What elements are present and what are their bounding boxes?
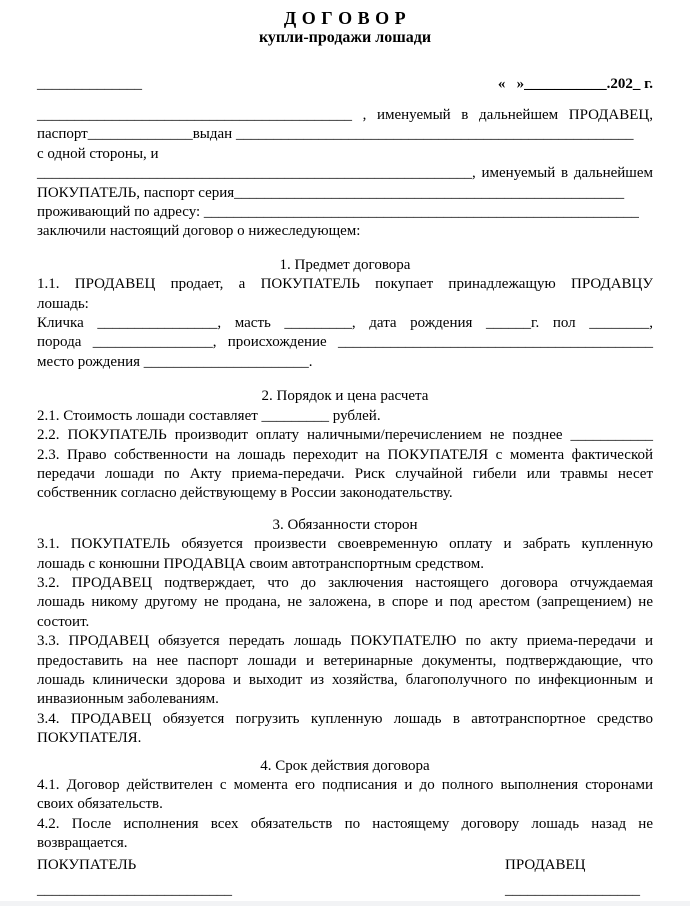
document-subtitle: купли-продажи лошади <box>258 29 432 46</box>
doc-line: своих обязательств. <box>37 796 163 813</box>
doc-line: 4.2. После исполнения всех обязательств по настоящему договору лошадь назад не <box>37 815 653 832</box>
doc-line: лошадь клинически здорова и выходит из хозяйства, благополучного по инфекционным и <box>37 671 653 688</box>
section-heading: 3. Обязанности сторон <box>272 516 418 533</box>
doc-line: заключили настоящий договор о нижеследующем: <box>37 223 361 240</box>
signature-lines-row <box>37 881 653 900</box>
doc-line: место рождения ______________________. <box>37 353 313 370</box>
doc-line: ПОКУПАТЕЛЯ. <box>37 730 142 747</box>
doc-line: передачи лошади по Акту приема-передачи. Риск случайной гибели или травмы несет <box>37 465 653 482</box>
seller-signature-line: __________________ <box>505 882 640 899</box>
place-blank-line: ______________ <box>37 76 142 92</box>
doc-line: 3.1. ПОКУПАТЕЛЬ обязуется произвести своевременную оплату и забрать купленную <box>37 536 653 553</box>
place-date-row <box>37 74 653 94</box>
spacer <box>37 749 653 757</box>
doc-line: состоит. <box>37 613 90 630</box>
signature-labels-row <box>37 856 653 875</box>
doc-line: лошадь никому другому не продана, не заложена, в споре и под арестом (запрещением) не <box>37 594 653 611</box>
spacer <box>37 504 653 516</box>
seller-label: ПРОДАВЕЦ <box>505 856 586 873</box>
doc-line: __________________________________________________________, именуемый в дальнейшем <box>37 165 653 182</box>
doc-line: 4.1. Договор действителен с момента его подписания и до полного выполнения сторонами <box>37 777 653 793</box>
buyer-label: ПОКУПАТЕЛЬ <box>37 856 137 873</box>
doc-line: возвращается. <box>37 835 128 852</box>
document-title: Д О Г О В О Р <box>283 8 407 28</box>
spacer <box>37 372 653 387</box>
doc-line: с одной стороны, и <box>37 145 159 162</box>
section-heading: 4. Срок действия договора <box>260 757 430 774</box>
doc-line: 2.3. Право собственности на лошадь переходит на ПОКУПАТЕЛЯ с момента фактической <box>37 446 653 463</box>
doc-line: Кличка ________________, масть _________, дата рождения ______г. пол ________, <box>37 315 653 332</box>
document-body <box>37 106 653 854</box>
doc-line: ПОКУПАТЕЛЬ, паспорт серия____________________________________________________ <box>37 184 625 201</box>
date-line: « »___________.202_ г. <box>497 76 653 92</box>
doc-line: собственник согласно действующему в России законодательству. <box>37 485 453 502</box>
bottom-strip <box>0 901 690 906</box>
section-heading: 1. Предмет договора <box>279 256 411 273</box>
doc-line: 2.2. ПОКУПАТЕЛЬ производит оплату наличными/перечислением не позднее ___________ <box>37 427 653 444</box>
doc-line: порода ________________, происхождение __________________________________________ <box>37 334 653 351</box>
doc-line: 3.4. ПРОДАВЕЦ обязуется погрузить купленную лошадь в автотранспортное средство <box>37 710 653 727</box>
section-heading: 2. Порядок и цена расчета <box>261 388 429 405</box>
doc-line: 3.2. ПРОДАВЕЦ подтверждает, что до заключения настоящего договора отчуждаемая <box>37 574 653 591</box>
doc-line: 1.1. ПРОДАВЕЦ продает, а ПОКУПАТЕЛЬ покупает принадлежащую ПРОДАВЦУ <box>37 276 653 293</box>
doc-line: паспорт______________выдан _____________________________________________________ <box>37 126 634 143</box>
doc-line: лошадь: <box>37 295 89 312</box>
buyer-signature-line: __________________________ <box>37 882 232 899</box>
doc-line: проживающий по адресу: __________________________________________________________ <box>37 204 639 221</box>
doc-line: 2.1. Стоимость лошади составляет _________ рублей. <box>37 407 381 424</box>
doc-line: предоставить на нее паспорт лошади и ветеринарные документы, подтверждающие, что <box>37 652 653 669</box>
doc-line: 3.3. ПРОДАВЕЦ обязуется передать лошадь ПОКУПАТЕЛЮ по акту приема-передачи и <box>37 633 653 650</box>
spacer <box>37 242 653 256</box>
doc-line: лошадь с конюшни ПРОДАВЦА своим автотранспортным средством. <box>37 555 485 572</box>
doc-line: инвазионным заболеваниям. <box>37 691 219 708</box>
doc-line: __________________________________________ , именуемый в дальнейшем ПРОДАВЕЦ, <box>37 107 653 123</box>
